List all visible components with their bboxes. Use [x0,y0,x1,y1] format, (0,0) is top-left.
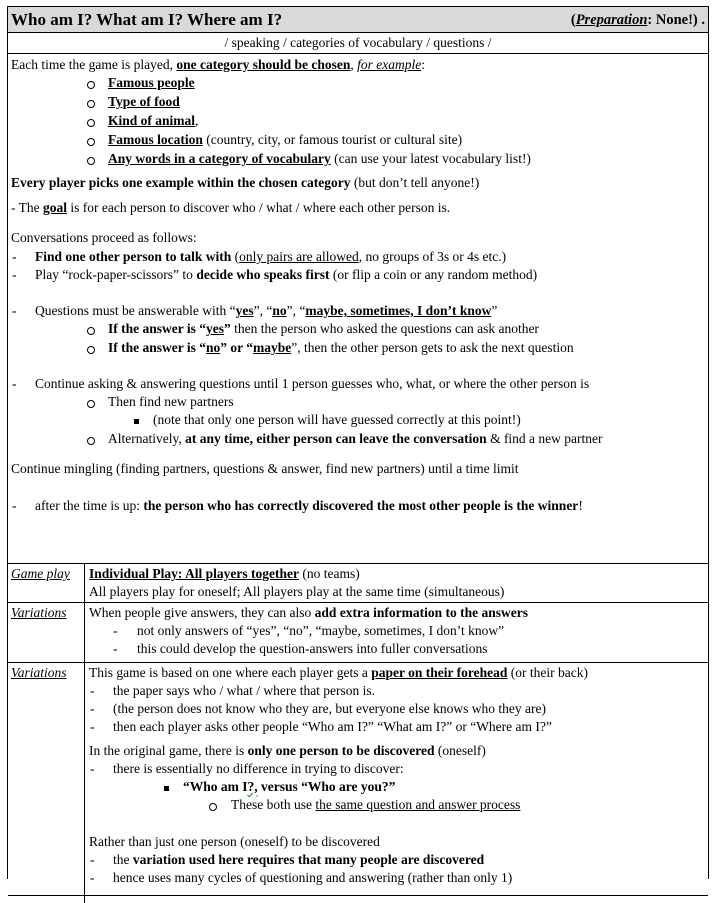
after-bold: the person who has correctly discovered the most other people is the winner [143,498,579,513]
after-line [35,498,583,514]
next-row-fragment [8,896,708,903]
var2-l5-text: In the original game, there is [89,743,248,758]
goal-word: goal [43,200,68,215]
circle-bullet-icon [84,322,98,338]
ifno-rest: , then the other person gets to ask the next question [297,340,574,355]
find-underline: only pairs are allowed [239,249,359,264]
find-open: ( [231,249,240,264]
category-item [108,94,180,110]
q-text: Questions must be answerable with “ [35,303,236,318]
category-item [108,132,462,148]
dash-bullet: - [90,683,95,698]
alternative-line [108,431,603,447]
ifyes-quote: ” [224,321,231,336]
q-no: no [272,303,287,318]
var1-line2: not only answers of “yes”, “no”, “maybe, sometimes, I don’t know” [137,623,505,638]
goal-rest: is for each person to discover who / what / where each other person is. [67,200,451,215]
var2-text: This game is based on one where each player gets a [89,665,372,680]
var2-line7 [183,779,395,795]
variations-label-cell [8,663,85,895]
gameplay-rest: (no teams) [299,566,360,581]
variations-label: Variations [11,605,67,620]
intro-italic: for example [357,57,422,72]
var1-bold: add extra information to the answers [314,605,529,620]
find-rest: , no groups of 3s or 4s etc.) [358,249,507,264]
preparation-note [571,12,705,29]
var2-l10-bold: variation used here requires that many people are discovered [132,852,485,867]
pick-bold: Every player picks one example within the chosen category [11,175,351,190]
dash-bullet: - [90,761,95,776]
preparation-value: : None!) . [647,12,705,28]
category-name: Kind of animal [108,113,196,128]
step-find [35,249,506,265]
dash-bullet: - [12,267,17,282]
var2-l8-underline: the same question and answer process [315,797,521,812]
var2-rest: (or their back) [507,665,589,680]
var2-l7-text: “Who am I [183,779,248,794]
intro-comma: , [350,57,358,72]
prep-open: ( [570,12,576,28]
var2-line10 [113,852,484,868]
var2-underline: paper on their forehead [371,665,508,680]
note-line: (note that only one person will have guessed correctly at this point!) [153,412,521,427]
gameplay-line2: All players play for oneself; All players play at the same time (simultaneous) [89,584,505,599]
var2-l8-text: These both use [231,797,316,812]
gameplay-bold: Individual Play: All players together [89,566,300,581]
square-bullet-icon [129,413,143,429]
pick-line [11,175,479,191]
category-item [108,113,198,129]
ifno-no: no [206,340,221,355]
tags-row: / speaking / categories of vocabulary / questions / [8,33,708,54]
after-end: ! [578,498,583,513]
intro-line [11,57,425,73]
variations-row-1 [8,603,708,663]
preparation-label: Preparation [575,12,648,28]
document-table [7,6,709,885]
category-name: Famous location [108,132,203,147]
goal-start: - The [11,200,43,215]
intro-bold: one category should be chosen [176,57,351,72]
ifyes-text: If the answer is “ [108,321,207,336]
gameplay-line1 [89,566,360,582]
var2-line9: Rather than just one person (oneself) to be discovered [89,834,380,849]
var1-text: When people give answers, they can also [89,605,315,620]
variations-row-2 [8,663,708,896]
var2-line5 [89,743,486,759]
q-sep: ”, “ [253,303,273,318]
ifno-or: ” or “ [220,340,254,355]
var2-line3: (the person does not know who they are, but everyone else knows who they are) [113,701,547,716]
var2-line6: there is essentially no difference in trying to discover: [113,761,404,776]
dash-bullet: - [12,303,17,318]
variations-label: Variations [11,665,67,680]
ifno-text: If the answer is “ [108,340,207,355]
dash-bullet: - [90,870,95,885]
pick-rest: (but don’t tell anyone!) [350,175,480,190]
q-end: ” [491,303,498,318]
q-maybe: maybe, sometimes, I don’t know [305,303,492,318]
var2-line4: then each player asks other people “Who am I?” “What am I?” or “Where am I?” [113,719,552,734]
rps-rest: (or flip a coin or any random method) [329,267,538,282]
gameplay-row [8,564,708,603]
rps-bold: decide who speaks first [196,267,330,282]
var1-line1 [89,605,528,621]
category-name: Type of food [108,94,180,109]
variations-label-cell [8,603,85,662]
circle-bullet-icon [84,76,98,92]
var2-l7-rest: versus “Who are you?” [257,779,396,794]
dash-bullet: - [12,376,17,391]
then-line: Then find new partners [108,394,234,409]
var2-line1 [89,665,588,681]
alt-rest: & find a new partner [486,431,603,446]
var2-l5-rest: (oneself) [434,743,486,758]
circle-bullet-icon [84,432,98,448]
circle-bullet-icon [84,114,98,130]
mingle-line: Continue mingling (finding partners, questions & answer, find new partners) until a time limit [11,461,519,476]
conversations-line: Conversations proceed as follows: [11,230,197,245]
category-rest: (can use your latest vocabulary list!) [330,151,531,166]
rules-section [8,54,708,564]
dash-bullet: - [113,623,118,638]
step-continue: Continue asking & answering questions until 1 person guesses who, what, or where the other person is [35,376,590,391]
q-sep: ”, “ [286,303,306,318]
dash-bullet: - [90,852,95,867]
category-item [108,75,195,91]
var2-l5-bold: only one person to be discovered [247,743,435,758]
var1-line3: this could develop the question-answers into fuller conversations [137,641,488,656]
dash-bullet: - [90,701,95,716]
circle-bullet-icon [84,341,98,357]
square-bullet-icon [159,780,173,796]
q-yes: yes [235,303,254,318]
var2-line8 [231,797,520,813]
circle-bullet-icon [206,798,220,814]
ifyes-word: yes [206,321,225,336]
after-text: after the time is up: [35,498,144,513]
ifno-quote: ” [291,340,298,355]
ifno-maybe: maybe [253,340,292,355]
var2-line11: hence uses many cycles of questioning and answering (rather than only 1) [113,870,513,885]
circle-bullet-icon [84,395,98,411]
category-rest: (country, city, or famous tourist or cultural site) [202,132,463,147]
ifyes-rest: then the person who asked the questions can ask another [230,321,539,336]
circle-bullet-icon [84,152,98,168]
step-rps [35,267,537,283]
circle-bullet-icon [84,133,98,149]
if-yes-line [108,321,539,337]
intro-text: Each time the game is played, [11,57,177,72]
dash-bullet: - [90,719,95,734]
alt-text: Alternatively, [108,431,186,446]
find-bold: Find one other person to talk with [35,249,232,264]
dash-bullet: - [12,249,17,264]
goal-line [11,200,450,216]
page-title: Who am I? What am I? Where am I? [11,10,283,29]
gameplay-label: Game play [11,566,70,581]
dash-bullet: - [113,641,118,656]
header-row [8,7,708,33]
category-item [108,151,531,167]
step-questions [35,303,497,319]
category-name: Famous people [108,75,195,90]
next-row-label-cell [8,896,85,903]
var2-l7-squiggle: ?, [247,779,258,794]
gameplay-label-cell [8,564,85,602]
rps-text: Play “rock-paper-scissors” to [35,267,197,282]
dash-bullet: - [12,498,17,513]
alt-bold: at any time, either person can leave the conversation [185,431,487,446]
category-name: Any words in a category of vocabulary [108,151,331,166]
var2-line2: the paper says who / what / where that person is. [113,683,376,698]
intro-end: : [421,57,425,72]
if-no-line [108,340,574,356]
var2-l10-text: the [113,852,133,867]
category-rest: , [195,113,199,128]
circle-bullet-icon [84,95,98,111]
